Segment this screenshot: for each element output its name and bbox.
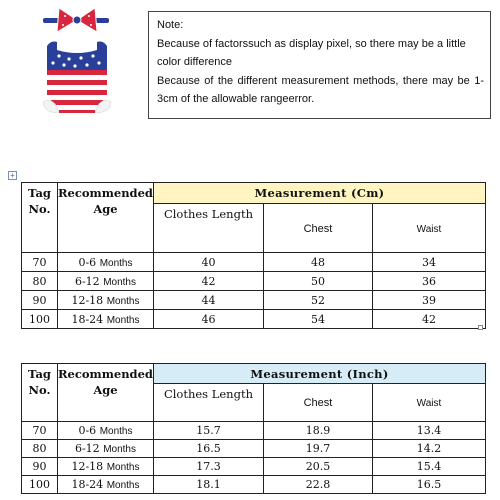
age-range: 6-12 <box>74 442 100 455</box>
cell-length: 15.7 <box>153 422 263 440</box>
table-row <box>22 422 486 440</box>
header-tag-no: Tag No. <box>22 364 58 422</box>
cell-waist: 16.5 <box>372 476 485 494</box>
cell-waist: 42 <box>372 310 485 329</box>
age-unit: Months <box>103 276 136 288</box>
cell-length: 42 <box>153 272 263 291</box>
cell-chest: 48 <box>263 253 372 272</box>
cell-waist: 15.4 <box>372 458 485 476</box>
cell-length: 16.5 <box>153 440 263 458</box>
cell-tag: 80 <box>22 272 58 291</box>
cell-chest: 19.7 <box>263 440 372 458</box>
table-row <box>22 458 486 476</box>
header-tag-no: Tag No. <box>22 183 58 253</box>
cell-length: 40 <box>153 253 263 272</box>
age-unit: Months <box>103 444 136 455</box>
cell-waist: 39 <box>372 291 485 310</box>
cell-age <box>58 476 154 494</box>
cell-tag: 100 <box>22 476 58 494</box>
cell-age <box>58 253 154 272</box>
age-range: 12-18 <box>71 293 104 307</box>
cell-age <box>58 272 154 291</box>
cell-chest: 20.5 <box>263 458 372 476</box>
size-table-inch <box>21 363 486 494</box>
subheader-chest: Chest <box>263 384 372 422</box>
header-measurement-inch: Measurement (Inch) <box>153 364 485 384</box>
note-box <box>148 11 491 119</box>
subheader-chest: Chest <box>263 204 372 253</box>
size-table-cm <box>21 182 486 329</box>
age-unit: Months <box>99 426 133 437</box>
cell-waist: 13.4 <box>372 422 485 440</box>
cell-age <box>58 440 154 458</box>
cell-chest: 18.9 <box>263 422 372 440</box>
headband-bow <box>43 8 109 32</box>
cell-age <box>58 458 154 476</box>
subheader-clothes-length: Clothes Length <box>153 384 263 422</box>
product-image <box>37 6 117 120</box>
cell-length: 18.1 <box>153 476 263 494</box>
age-range: 0-6 <box>78 424 97 437</box>
cell-tag: 90 <box>22 458 58 476</box>
subheader-clothes-length: Clothes Length <box>153 204 263 253</box>
table-row <box>22 440 486 458</box>
cell-tag: 80 <box>22 440 58 458</box>
age-unit: Months <box>106 314 140 326</box>
table-row <box>22 476 486 494</box>
cell-age <box>58 422 154 440</box>
table-row <box>22 291 486 310</box>
cell-length: 44 <box>153 291 263 310</box>
cell-tag: 90 <box>22 291 58 310</box>
cell-age <box>58 310 154 329</box>
age-unit: Months <box>99 257 133 269</box>
cell-age <box>58 291 154 310</box>
cell-length: 17.3 <box>153 458 263 476</box>
age-range: 18-24 <box>71 478 104 491</box>
age-unit: Months <box>106 462 140 473</box>
age-unit: Months <box>106 480 140 491</box>
subheader-waist: Waist <box>372 204 485 253</box>
table-row <box>22 253 486 272</box>
age-range: 0-6 <box>78 255 97 269</box>
table-row <box>22 310 486 329</box>
cell-waist: 14.2 <box>372 440 485 458</box>
table-move-handle-icon[interactable]: + <box>8 171 17 180</box>
header-measurement-cm: Measurement (Cm) <box>153 183 485 204</box>
age-range: 18-24 <box>71 312 104 326</box>
header-recommended-age: Recommended Age <box>58 183 154 253</box>
cell-chest: 22.8 <box>263 476 372 494</box>
cell-chest: 50 <box>263 272 372 291</box>
table-row <box>22 272 486 291</box>
romper <box>43 42 111 114</box>
header-recommended-age: Recommended Age <box>58 364 154 422</box>
age-unit: Months <box>106 295 140 307</box>
note-line-color: Because of factorssuch as display pixel, so there may be a little color difference <box>157 37 466 68</box>
table-resize-handle[interactable] <box>478 325 483 330</box>
cell-tag: 100 <box>22 310 58 329</box>
cell-chest: 54 <box>263 310 372 329</box>
note-line-measurement: Because of the different measurement methods, there may be 1-3cm of the allowable rangeerror. <box>157 74 484 105</box>
cell-waist: 36 <box>372 272 485 291</box>
subheader-waist: Waist <box>372 384 485 422</box>
cell-length: 46 <box>153 310 263 329</box>
cell-chest: 52 <box>263 291 372 310</box>
cell-tag: 70 <box>22 253 58 272</box>
cell-tag: 70 <box>22 422 58 440</box>
age-range: 6-12 <box>74 274 100 288</box>
cell-waist: 34 <box>372 253 485 272</box>
note-title: Note: <box>157 19 184 31</box>
age-range: 12-18 <box>71 460 104 473</box>
